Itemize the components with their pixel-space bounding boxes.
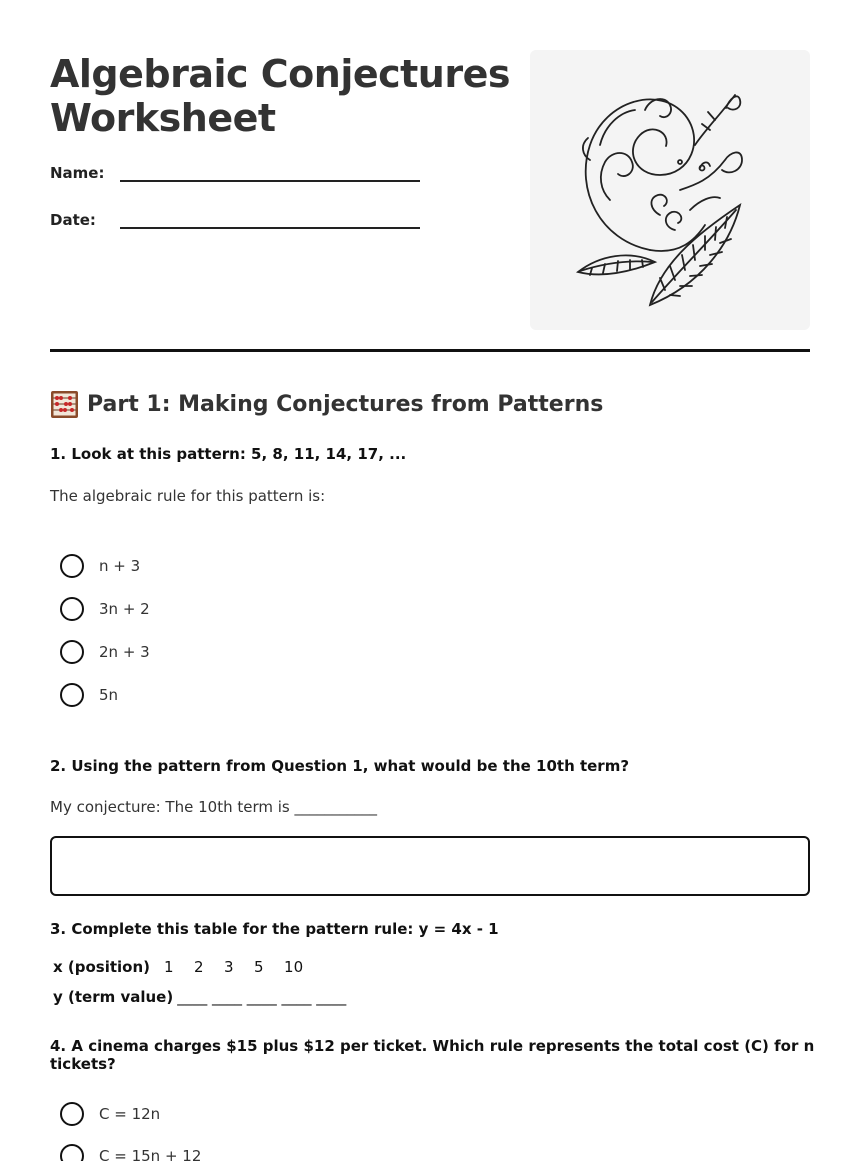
table-cell: 2 bbox=[194, 958, 204, 976]
radio-button[interactable] bbox=[60, 683, 84, 707]
option-label: 5n bbox=[99, 686, 119, 704]
abacus-icon bbox=[50, 390, 79, 419]
table-cell: 3 bbox=[224, 958, 234, 976]
q4-option-2[interactable] bbox=[60, 1144, 201, 1161]
table-cell: 1 bbox=[164, 958, 174, 976]
q1-option-1[interactable] bbox=[60, 554, 140, 578]
worksheet-title: Algebraic Conjectures Worksheet bbox=[50, 52, 510, 140]
option-label: 3n + 2 bbox=[99, 600, 150, 618]
swirl-leaf-icon bbox=[530, 50, 810, 330]
table-cell: 10 bbox=[284, 958, 304, 976]
table-header-y: y (term value) bbox=[53, 988, 174, 1006]
question-3-title: 3. Complete this table for the pattern rule: y = 4x - 1 bbox=[50, 920, 499, 938]
header-divider bbox=[50, 349, 810, 352]
question-4-title: 4. A cinema charges $15 plus $12 per ticket. Which rule represents the total cost (C) for n tickets? bbox=[50, 1037, 815, 1073]
name-label: Name: bbox=[50, 164, 105, 182]
question-1-prompt: The algebraic rule for this pattern is: bbox=[50, 487, 326, 505]
option-label: n + 3 bbox=[99, 557, 141, 575]
date-label: Date: bbox=[50, 211, 96, 229]
question-2-answer-input[interactable] bbox=[50, 836, 810, 896]
radio-button[interactable] bbox=[60, 640, 84, 664]
table-blanks[interactable]: ____ ____ ____ ____ ____ bbox=[177, 988, 347, 1006]
radio-button[interactable] bbox=[60, 554, 84, 578]
question-1-title: 1. Look at this pattern: 5, 8, 11, 14, 17, ... bbox=[50, 445, 407, 463]
option-label: C = 12n bbox=[99, 1105, 161, 1123]
date-input-line[interactable] bbox=[120, 227, 420, 229]
section-heading bbox=[50, 388, 603, 420]
q1-option-4[interactable] bbox=[60, 683, 118, 707]
name-input-line[interactable] bbox=[120, 180, 420, 182]
option-label: 2n + 3 bbox=[99, 643, 150, 661]
table-header-x: x (position) bbox=[53, 958, 151, 976]
radio-button[interactable] bbox=[60, 597, 84, 621]
q1-option-3[interactable] bbox=[60, 640, 150, 664]
decorative-illustration bbox=[530, 50, 810, 330]
section-title: Part 1: Making Conjectures from Patterns bbox=[87, 391, 604, 417]
radio-button[interactable] bbox=[60, 1144, 84, 1161]
option-label: C = 15n + 12 bbox=[99, 1147, 202, 1161]
table-cell: 5 bbox=[254, 958, 264, 976]
name-field bbox=[50, 164, 430, 194]
table-row-x bbox=[53, 958, 303, 976]
worksheet-header bbox=[50, 50, 810, 330]
table-row-y bbox=[53, 988, 346, 1006]
question-2-prompt: My conjecture: The 10th term is ___________ bbox=[50, 798, 377, 816]
question-2-title: 2. Using the pattern from Question 1, what would be the 10th term? bbox=[50, 757, 630, 775]
date-field bbox=[50, 211, 430, 241]
q4-option-1[interactable] bbox=[60, 1102, 160, 1126]
q1-option-2[interactable] bbox=[60, 597, 150, 621]
radio-button[interactable] bbox=[60, 1102, 84, 1126]
